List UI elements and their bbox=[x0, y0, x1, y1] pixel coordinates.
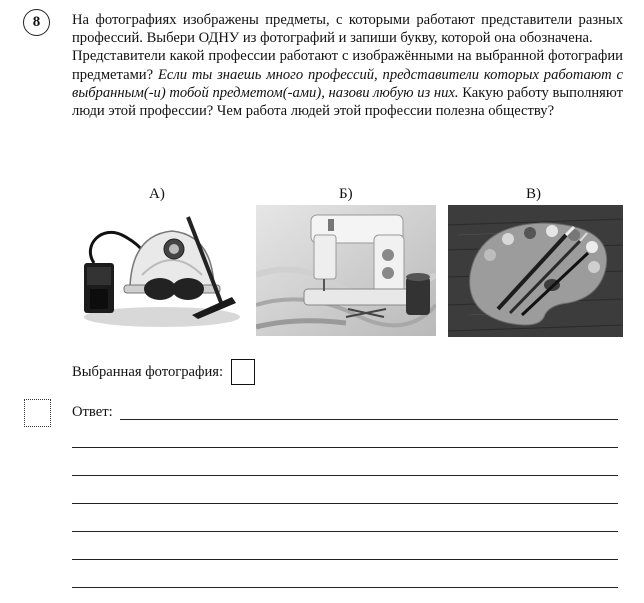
task-number bbox=[23, 9, 50, 36]
task-p2-start: Представители какой профессии работают с изображёнными на выбранной фотографии предметами? bbox=[72, 48, 623, 83]
selected-photo-row bbox=[72, 359, 255, 385]
answer-line-3[interactable] bbox=[72, 475, 618, 476]
task-number-text: 8 bbox=[32, 14, 41, 30]
miner-helmet-lamp-pickaxe-photo bbox=[72, 205, 244, 333]
answer-label: Ответ: bbox=[72, 404, 113, 420]
answer-line-6[interactable] bbox=[72, 559, 618, 560]
answer-line-5[interactable] bbox=[72, 531, 618, 532]
answer-line-1[interactable] bbox=[120, 419, 618, 420]
photo-a[interactable] bbox=[72, 205, 244, 333]
paint-palette-brushes-photo bbox=[448, 205, 623, 337]
task-text bbox=[72, 11, 623, 120]
sewing-machine-photo bbox=[256, 205, 436, 336]
task-p2-end: Какую работу выполняют люди этой профессии? Чем работа людей этой профессии полезна обществу? bbox=[72, 84, 623, 120]
photo-b[interactable] bbox=[256, 205, 436, 336]
task-p2-italic: Если ты знаешь много профессий, представители которых работают с выбранным(-и) тобой предметом(-ами), назови любую из них. bbox=[72, 66, 623, 101]
answer-line-7[interactable] bbox=[72, 587, 618, 588]
task-paragraph-2 bbox=[72, 47, 623, 120]
answer-line-4[interactable] bbox=[72, 503, 618, 504]
photo-label-b: Б) bbox=[339, 186, 353, 202]
task-paragraph-1: На фотографиях изображены предметы, с которыми работают представители разных профессий. Выбери ОДНУ из фотографий и запиши букву, которой она обозначена. bbox=[72, 12, 623, 47]
photo-v[interactable] bbox=[448, 205, 623, 337]
selected-photo-label: Выбранная фотография: bbox=[72, 363, 224, 380]
photo-label-a: А) bbox=[149, 186, 165, 202]
selected-photo-box[interactable] bbox=[231, 359, 255, 385]
photo-label-v: В) bbox=[526, 186, 541, 202]
score-box bbox=[24, 399, 51, 427]
answer-line-2[interactable] bbox=[72, 447, 618, 448]
